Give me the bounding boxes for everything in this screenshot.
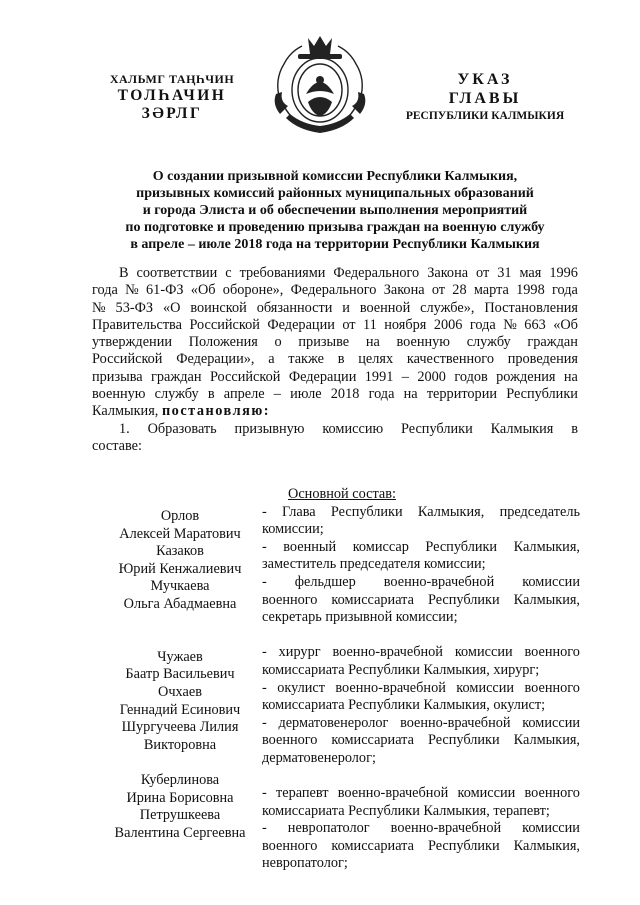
role-text-word: военно-врачебной (332, 644, 443, 661)
role-text-word: - (262, 503, 267, 520)
preamble-line-text-word: ноября (384, 316, 427, 333)
preamble-line-text-word: требованиями (239, 265, 326, 281)
preamble-line-text-word: мая (519, 265, 542, 281)
preamble-line-text-word: 2000 (417, 368, 446, 385)
spacer (100, 614, 260, 632)
preamble (92, 265, 578, 455)
preamble-line-text-word: № (92, 299, 106, 316)
role-line (262, 556, 580, 574)
preamble-line-text-word: 2018 (330, 386, 360, 403)
preamble-line-text-word: марта (473, 282, 509, 299)
preamble-line-text-word: граждан (151, 368, 202, 385)
role-line (262, 574, 580, 592)
preamble-line-text-word: № (125, 282, 139, 299)
composition-heading-row (262, 486, 580, 504)
role-text-word: военного (524, 679, 580, 696)
title-line: по подготовке и проведению призыва граждан на военную службу (125, 220, 545, 235)
header-left-line1: ХАЛЬМГ ТАҢҺЧИН (109, 72, 235, 86)
role-text-word: - (262, 820, 267, 837)
role-text-word: комиссии (522, 573, 580, 590)
item-1-text: составе: (92, 437, 142, 454)
preamble-line-text-word: граждан (527, 334, 578, 351)
role-text-word: - (262, 573, 267, 590)
role-text-word: военного (262, 591, 318, 608)
role-line (262, 592, 580, 610)
composition-heading: Основной состав: (288, 486, 396, 502)
title-line: О создании призывной комиссии Республики Калмыкия, (152, 169, 518, 184)
item-1-text-word: Калмыкия (490, 420, 554, 437)
header-left-line2: ТОЛҺАЧИН (117, 87, 227, 104)
role-text-word: военно-врачебной (390, 820, 502, 837)
preamble-line-text-word: службу (466, 334, 511, 351)
preamble-line-text-word: обороне», (222, 282, 284, 299)
preamble-line-text-word: от (431, 282, 446, 299)
role-text: комиссии; (262, 521, 324, 538)
preamble-line-text: Калмыкия, (92, 403, 159, 420)
role-text: комиссариата Республики Калмыкия, хирург; (262, 661, 540, 678)
preamble-line-text-word: Республики (506, 386, 578, 403)
preamble-line (92, 300, 578, 317)
preamble-line-text-word: военную (92, 386, 146, 403)
preamble-line-text-word: 31 (497, 265, 512, 281)
preamble-line-text-word: целях (358, 351, 394, 368)
role-text-word: комиссар (352, 538, 409, 555)
role-text-word: комиссариата (331, 591, 414, 608)
role-text-word: военно-врачебной (337, 785, 449, 802)
role-text-word: невропатолог (287, 820, 370, 837)
preamble-line-text-word: 2006 (433, 316, 463, 333)
role-text: комиссариата Республики Калмыкия, терапевт; (262, 802, 550, 819)
member-surname: Мучкаева (150, 578, 210, 595)
role-line (262, 504, 580, 522)
role-text-word: - (262, 714, 267, 731)
preamble-line (92, 317, 578, 334)
preamble-line-text-word: – (401, 368, 409, 385)
role-text-word: военный (283, 538, 337, 555)
preamble-line-text-word: «Об (190, 282, 216, 299)
role-text-word: Республики (427, 837, 500, 854)
preamble-line-text-word: военную (396, 334, 450, 351)
preamble-line-text-word: рождения (496, 368, 556, 385)
preamble-line-text-word: 61-ФЗ (146, 282, 184, 299)
member-surname: Казаков (156, 543, 204, 560)
preamble-line-text-word: 53-ФЗ (115, 299, 154, 316)
role-line (262, 838, 580, 856)
member-surname: Шургучеева Лилия (121, 719, 239, 736)
preamble-line-text-word: от (476, 265, 490, 281)
role-text-word: военного (262, 732, 318, 749)
spacer (100, 754, 260, 772)
item-1-line (92, 438, 578, 455)
role-text-word: Глава (282, 503, 316, 520)
role-text-word: военно-врачебной (400, 714, 511, 731)
role-text-word: Калмыкия, (513, 837, 580, 854)
item-1-line (92, 421, 578, 438)
preamble-line-text-word: «Об (553, 316, 578, 333)
member-given-name: Ольга Абадмаевна (123, 595, 237, 612)
member-surname: Чужаев (157, 648, 203, 665)
preamble-line-text-word: Федерации (288, 368, 357, 385)
preamble-line-text-word: с (225, 265, 232, 281)
preamble-line-text-word: 1998 (516, 282, 545, 299)
role-line (262, 644, 580, 662)
preamble-line-text-word: призыве (298, 334, 350, 351)
member-given-name: Алексей Маратович (119, 525, 241, 542)
role-text-word: терапевт (276, 785, 329, 802)
role-line (262, 715, 580, 733)
role-line (262, 697, 580, 715)
preamble-line-text-word: Федерального (333, 265, 420, 281)
role-text-word: комиссариата (331, 837, 414, 854)
role-line (262, 609, 580, 627)
preamble-line-text-word: года (551, 282, 578, 299)
role-text-word: комиссии (456, 679, 515, 696)
preamble-line-text-word: в (207, 386, 215, 403)
preamble-line (92, 334, 578, 351)
role-line (262, 662, 580, 680)
preamble-line-text-word: Постановления (484, 299, 578, 316)
title-line: призывных комиссий районных муниципальных образований (136, 186, 534, 201)
item-1-text-word: Образовать (147, 420, 217, 437)
member-given-name: Викторовна (143, 736, 217, 753)
preamble-line-text-word: также (288, 351, 325, 368)
role-text-word: военного (524, 785, 580, 802)
role-text-word: - (262, 785, 267, 802)
item-1-text-word: комиссию (322, 420, 384, 437)
composition-names (100, 508, 260, 842)
member-surname: Очхаев (158, 683, 202, 700)
preamble-line-text-word: годов (454, 368, 488, 385)
role-text-word: Республики (427, 591, 500, 608)
preamble-line-text-word: обязанности (256, 299, 333, 316)
decree-colon: : (263, 403, 271, 420)
role-text-word: - (262, 644, 267, 661)
item-1-text-word: 1. (119, 420, 130, 437)
header-right-line3: РЕСПУБЛИКИ КАЛМЫКИЯ (405, 110, 565, 122)
preamble-line (92, 265, 578, 282)
member-given-name: Валентина Сергеевна (114, 824, 246, 841)
role-text-word: Калмыкия, (417, 503, 485, 520)
role-line (262, 732, 580, 750)
title-line: и города Элиста и об обеспечении выполнения мероприятий (142, 203, 528, 218)
preamble-line-text-word: апреле (223, 386, 265, 403)
role-text-word: комиссии (522, 714, 580, 731)
preamble-line-text-word: Федерального (290, 282, 377, 299)
role-text-word: Калмыкия, (513, 732, 580, 749)
document-title (70, 168, 600, 253)
preamble-line-text-word: Федерации (267, 316, 335, 333)
header-left-line3: ЗӘРЛГ (141, 105, 203, 122)
preamble-line (92, 351, 578, 368)
member-surname: Куберлинова (140, 771, 220, 788)
composition-roles (262, 486, 580, 873)
preamble-line-text-word: военной (359, 299, 411, 316)
role-text-word: Республики (427, 732, 500, 749)
preamble-line (92, 369, 578, 386)
preamble-line-text-word: 11 (363, 316, 377, 333)
preamble-line-text-word: Российской (189, 316, 260, 333)
role-text-word: военно-врачебной (335, 679, 446, 696)
member-given-name: Ирина Борисовна (126, 789, 234, 806)
item-1-text-word: в (571, 420, 578, 437)
role-line (262, 855, 580, 873)
member-surname: Орлов (160, 508, 200, 524)
preamble-line-text-word: качественного (406, 351, 494, 368)
preamble-line (92, 282, 578, 299)
preamble-line-text-word: от (342, 316, 356, 333)
header-right-line1: УКАЗ (457, 71, 513, 88)
preamble-line-text-word: 1996 (549, 265, 578, 281)
role-text-word: Республики (425, 538, 498, 555)
preamble-line-text-word: Правительства (92, 316, 182, 333)
role-text-word: военного (524, 644, 580, 661)
role-text-word: военно-врачебной (383, 573, 495, 590)
header-right-russian (400, 70, 570, 124)
role-text: комиссариата Республики Калмыкия, окулист; (262, 697, 546, 714)
role-text-word: дерматовенеролог (278, 714, 389, 731)
preamble-line-text-word: В (119, 265, 129, 281)
member-surname: Петрушкеева (139, 807, 221, 824)
item-1-text-word: призывную (234, 420, 305, 437)
preamble-line-text-word: и (342, 299, 350, 316)
preamble-line-text-word: Положения (188, 334, 258, 351)
preamble-line-text-word: Федерации», (176, 351, 255, 368)
role-text-word: Калмыкия, (513, 538, 580, 555)
role-line (262, 785, 580, 803)
preamble-line-text-word: на (563, 368, 578, 385)
role-text-word: комиссии (457, 785, 516, 802)
preamble-line-text-word: Российской (209, 368, 281, 385)
preamble-line-text-word: службе», (420, 299, 475, 316)
preamble-line-text-word: 1991 (364, 368, 394, 385)
role-line (262, 521, 580, 539)
role-text-word: Калмыкия, (513, 591, 580, 608)
role-text-word: председатель (499, 503, 580, 520)
preamble-line-text-word: соответствии (136, 265, 218, 281)
role-text: невропатолог; (262, 855, 348, 872)
header-left-kalmyk (92, 72, 252, 123)
item-1-text-word: Республики (401, 420, 473, 437)
preamble-line-text-word: июле (290, 386, 322, 403)
preamble-line-text-word: Закона (427, 265, 469, 281)
decree-word: постановляю (161, 403, 264, 420)
role-line (262, 803, 580, 821)
role-text-word: окулист (277, 679, 325, 696)
preamble-line-text-word: Закона (383, 282, 425, 299)
role-text-word: хирург (278, 644, 321, 661)
member-given-name: Юрий Кенжалиевич (118, 560, 242, 577)
preamble-line-text-word: 28 (452, 282, 467, 299)
preamble-line (92, 403, 578, 420)
preamble-line-text-word: в (337, 351, 345, 368)
spacer (100, 631, 260, 649)
preamble-line-text-word: проведения (507, 351, 578, 368)
role-line (262, 820, 580, 838)
preamble-line (92, 386, 578, 403)
preamble-line-text-word: «О (162, 299, 181, 316)
emblem-icon (268, 30, 372, 138)
preamble-line-text-word: года (368, 386, 395, 403)
role-text-word: Республики (330, 503, 403, 520)
title-line: в апреле – июле 2018 года на территории Республики Калмыкия (130, 237, 540, 252)
role-text-word: комиссариата (331, 732, 414, 749)
role-text-word: военного (262, 837, 318, 854)
preamble-line-text-word: – (273, 386, 281, 403)
preamble-line-text-word: на (403, 386, 418, 403)
role-text: заместитель председателя комиссии; (262, 556, 486, 573)
preamble-line-text-word: а (268, 351, 275, 368)
preamble-line-text-word: территории (426, 386, 498, 403)
role-text-word: комиссии (454, 644, 513, 661)
spacer (262, 768, 580, 786)
role-line (262, 680, 580, 698)
preamble-line-text-word: воинской (190, 299, 247, 316)
role-line (262, 539, 580, 557)
member-given-name: Геннадий Есинович (119, 701, 241, 718)
role-line (262, 750, 580, 768)
preamble-line-text-word: Российской (92, 351, 163, 368)
role-text: секретарь призывной комиссии; (262, 609, 458, 626)
preamble-line-text-word: службу (154, 386, 199, 403)
role-text-word: - (262, 538, 267, 555)
role-text-word: - (262, 679, 267, 696)
preamble-line-text-word: на (365, 334, 380, 351)
preamble-line-text-word: о (274, 334, 282, 351)
preamble-line-text-word: года (469, 316, 496, 333)
preamble-line-text-word: 663 (524, 316, 546, 333)
role-text: дерматовенеролог; (262, 749, 376, 766)
preamble-line-text-word: призыва (92, 368, 143, 385)
role-text-word: фельдшер (294, 573, 356, 590)
member-given-name: Баатр Васильевич (125, 666, 235, 683)
header-right-line2: ГЛАВЫ (448, 90, 522, 107)
preamble-line-text-word: № (503, 316, 517, 333)
role-text-word: комиссии (522, 820, 580, 837)
preamble-line-text-word: года (92, 282, 118, 299)
spacer (262, 627, 580, 645)
preamble-line-text-word: утверждении (92, 334, 173, 351)
